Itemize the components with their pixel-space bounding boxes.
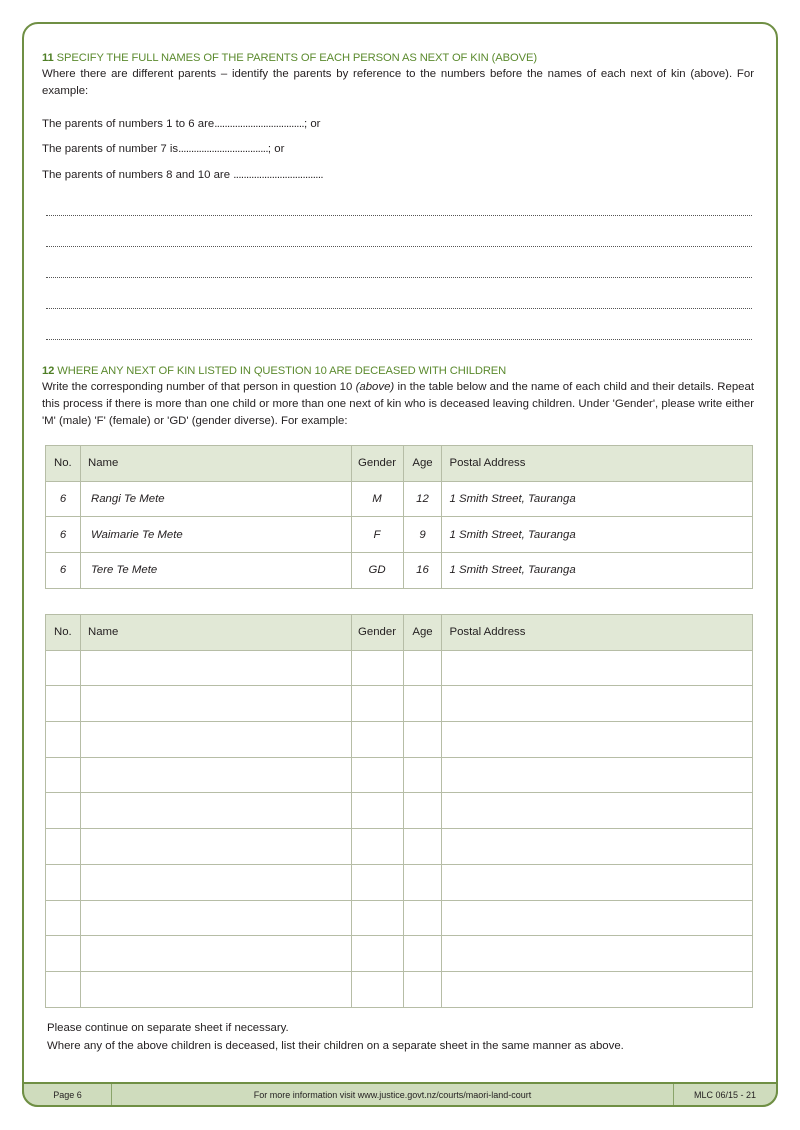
cell-name[interactable] xyxy=(80,722,351,758)
example-dots: ................................... xyxy=(214,118,304,130)
cell-name[interactable] xyxy=(80,829,351,865)
cell-address[interactable] xyxy=(442,722,753,758)
cell-name[interactable] xyxy=(80,900,351,936)
example-line-2 xyxy=(42,143,284,155)
cell-address[interactable] xyxy=(442,650,753,686)
example-row xyxy=(46,481,753,517)
cell-no[interactable] xyxy=(46,686,81,722)
table-row xyxy=(46,864,753,900)
cell-name: Waimarie Te Mete xyxy=(80,517,351,553)
table-row xyxy=(46,900,753,936)
continue-note: Please continue on separate sheet if necessary. xyxy=(47,1022,289,1034)
table-row xyxy=(46,971,753,1007)
column-header-address: Postal Address xyxy=(442,615,753,651)
cell-age: 9 xyxy=(403,517,442,553)
table-row xyxy=(46,722,753,758)
cell-no: 6 xyxy=(46,517,81,553)
cell-gender[interactable] xyxy=(351,829,403,865)
table-row xyxy=(46,757,753,793)
cell-gender: GD xyxy=(351,553,403,589)
cell-address[interactable] xyxy=(442,936,753,972)
cell-name[interactable] xyxy=(80,971,351,1007)
column-header-name: Name xyxy=(80,615,351,651)
cell-name[interactable] xyxy=(80,757,351,793)
section-11-number: 11 xyxy=(42,52,54,64)
instructions-text: in the table below and the name of each child and their details. Repeat this process if there is more than one child or more than one next of kin who is deceased leaving children. Under 'Gender', please write either 'M' (male) 'F' (female) or 'GD' (gender diverse). For example: xyxy=(42,381,754,427)
example-dots: ................................... xyxy=(178,143,268,155)
answer-line-3[interactable] xyxy=(46,277,752,278)
cell-no[interactable] xyxy=(46,936,81,972)
cell-name[interactable] xyxy=(80,864,351,900)
cell-age[interactable] xyxy=(403,793,442,829)
column-header-gender: Gender xyxy=(351,446,403,482)
section-11-heading xyxy=(42,52,537,64)
instructions-italic: (above) xyxy=(355,381,395,393)
cell-gender[interactable] xyxy=(351,650,403,686)
cell-gender[interactable] xyxy=(351,793,403,829)
cell-address: 1 Smith Street, Tauranga xyxy=(442,517,753,553)
cell-address[interactable] xyxy=(442,971,753,1007)
section-11-title: SPECIFY THE FULL NAMES OF THE PARENTS OF EACH PERSON AS NEXT OF KIN (ABOVE) xyxy=(56,52,537,64)
cell-address[interactable] xyxy=(442,686,753,722)
cell-no[interactable] xyxy=(46,971,81,1007)
cell-address[interactable] xyxy=(442,829,753,865)
cell-address: 1 Smith Street, Tauranga xyxy=(442,481,753,517)
page-number: Page 6 xyxy=(24,1084,112,1105)
table-row xyxy=(46,936,753,972)
cell-age[interactable] xyxy=(403,864,442,900)
example-row xyxy=(46,553,753,589)
cell-no[interactable] xyxy=(46,900,81,936)
example-text: The parents of number 7 is xyxy=(42,143,179,155)
page-footer xyxy=(22,1082,778,1107)
cell-no[interactable] xyxy=(46,864,81,900)
cell-gender[interactable] xyxy=(351,686,403,722)
cell-gender: F xyxy=(351,517,403,553)
cell-age: 12 xyxy=(403,481,442,517)
cell-age[interactable] xyxy=(403,757,442,793)
answer-line-2[interactable] xyxy=(46,246,752,247)
answer-line-1[interactable] xyxy=(46,215,752,216)
cell-age[interactable] xyxy=(403,936,442,972)
cell-age: 16 xyxy=(403,553,442,589)
cell-name[interactable] xyxy=(80,936,351,972)
cell-address[interactable] xyxy=(442,793,753,829)
cell-name[interactable] xyxy=(80,650,351,686)
cell-age[interactable] xyxy=(403,722,442,758)
cell-address: 1 Smith Street, Tauranga xyxy=(442,553,753,589)
table-row xyxy=(46,829,753,865)
cell-gender[interactable] xyxy=(351,722,403,758)
cell-address[interactable] xyxy=(442,757,753,793)
cell-no: 6 xyxy=(46,553,81,589)
example-suffix: ; or xyxy=(267,143,285,155)
deceased-children-note: Where any of the above children is deceased, list their children on a separate sheet in the same manner as above. xyxy=(47,1040,624,1052)
answer-line-5[interactable] xyxy=(46,339,752,340)
example-line-1 xyxy=(42,118,320,130)
form-code: MLC 06/15 - 21 xyxy=(693,1089,757,1100)
section-12-number: 12 xyxy=(42,365,55,377)
cell-no[interactable] xyxy=(46,829,81,865)
cell-name[interactable] xyxy=(80,686,351,722)
example-table xyxy=(45,445,753,589)
cell-age[interactable] xyxy=(403,686,442,722)
cell-gender: M xyxy=(351,481,403,517)
cell-name: Rangi Te Mete xyxy=(80,481,351,517)
cell-no[interactable] xyxy=(46,757,81,793)
section-11-instructions: Where there are different parents – identify the parents by reference to the numbers before the names of each next of kin (above). For example: xyxy=(42,68,754,97)
cell-address[interactable] xyxy=(442,864,753,900)
column-header-address: Postal Address xyxy=(442,446,753,482)
cell-gender[interactable] xyxy=(351,971,403,1007)
cell-no[interactable] xyxy=(46,722,81,758)
column-header-age: Age xyxy=(403,446,442,482)
column-header-gender: Gender xyxy=(351,615,403,651)
cell-name[interactable] xyxy=(80,793,351,829)
cell-gender[interactable] xyxy=(351,757,403,793)
cell-no[interactable] xyxy=(46,793,81,829)
cell-gender[interactable] xyxy=(351,900,403,936)
column-header-no: No. xyxy=(46,615,81,651)
column-header-age: Age xyxy=(403,615,442,651)
table-row xyxy=(46,793,753,829)
column-header-name: Name xyxy=(80,446,351,482)
example-suffix: ; or xyxy=(304,118,321,130)
example-text: The parents of numbers 1 to 6 are xyxy=(42,118,215,130)
example-row xyxy=(46,517,753,553)
table-header-row xyxy=(46,446,753,482)
table-row xyxy=(46,686,753,722)
section-12-title: WHERE ANY NEXT OF KIN LISTED IN QUESTION 10 ARE DECEASED WITH CHILDREN xyxy=(57,365,507,377)
table-header-row xyxy=(46,615,753,651)
example-line-3 xyxy=(42,169,323,181)
cell-age[interactable] xyxy=(403,971,442,1007)
section-12-instructions xyxy=(42,379,754,430)
section-12-heading xyxy=(42,365,506,377)
cell-address[interactable] xyxy=(442,900,753,936)
cell-age[interactable] xyxy=(403,829,442,865)
cell-name: Tere Te Mete xyxy=(80,553,351,589)
cell-no[interactable] xyxy=(46,650,81,686)
answer-line-4[interactable] xyxy=(46,308,752,309)
cell-gender[interactable] xyxy=(351,864,403,900)
example-text: The parents of numbers 8 and 10 are xyxy=(42,169,234,181)
cell-age[interactable] xyxy=(403,900,442,936)
children-table xyxy=(45,614,753,1008)
example-dots: ................................... xyxy=(233,169,323,181)
footer-info-link: For more information visit www.justice.govt.nz/courts/maori-land-court xyxy=(112,1084,674,1105)
instructions-text: Write the corresponding number of that person in question 10 xyxy=(42,381,356,393)
cell-no: 6 xyxy=(46,481,81,517)
column-header-no: No. xyxy=(46,446,81,482)
cell-gender[interactable] xyxy=(351,936,403,972)
cell-age[interactable] xyxy=(403,650,442,686)
table-row xyxy=(46,650,753,686)
